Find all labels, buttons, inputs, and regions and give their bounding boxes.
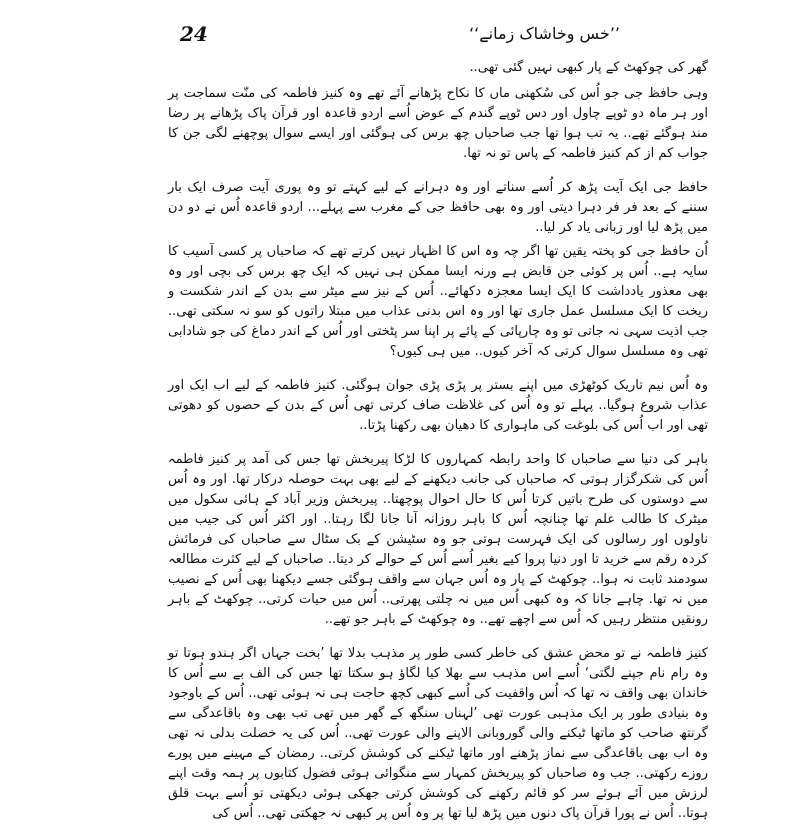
paragraph: وہی حافظ جی جو اُس کی سُکھنی ماں کا نکاح پڑھانے آئے تھے وہ کنیز فاطمہ کی منّت سماجت پر اور ہر ماہ دو ٹوپے چاول اور دس ٹوپے گندم کے عوض اُسے اردو قاعدہ اور قرآن پاک پڑھانے پر رضا مند ہوگئے تھے.. یہ تب ہوا تھا جب صاحباں چھ برس کی ہوگئی اور ایسے سوال پوچھنے لگی جن کا جواب کم از کم کنیز فاطمہ کے پاس تو نہ تھا.: [168, 86, 708, 161]
paragraph: گھر کی چوکھٹ کے پار کبھی نہیں گئی تھی..: [469, 60, 708, 75]
page-body: [168, 58, 708, 838]
paragraph: باہر کی دنیا سے صاحباں کا واحد رابطہ کمہاروں کا لڑکا پیربخش تھا جس کی آمد پر کنیز فاطمہ اُس کی شکرگزار ہوتی کہ صاحباں کی جانب دیکھنے کے لیے بھی بہت حوصلہ درکار تھا. اور وہ اُس سے دوستوں کی طرح باتیں کرتا اُس کا حال احوال پوچھتا.. پیربخش وزیر آباد کے ہائی سکول میں میٹرک کا طالب علم تھا چنانچہ اُس کا باہر روزانہ آنا جانا لگا رہتا.. اور اکثر اُس کی جیب میں ناولوں اور رسالوں کی ایک فہرست ہوتی جو وہ سٹیشن کے بک سٹال سے صاحباں کی فرمائش کردہ رقم سے خرید تا اور دنیا پروا کیے بغیر اُسے اُس کے حوالے کر دیتا.. صاحباں کے لیے کثرت مطالعہ سودمند ثابت نہ ہوا.. چوکھٹ کے پار وہ اُس جہان سے واقف ہوگئی جسے دیکھنا بھی اُس کے نصیب میں نہ تھا. چاہے جانا کہ وہ کبھی اُس میں نہ چلتی پھرتی.. اُس میں حیات کرتی.. چوکھٹ کے باہر رونقیں منتظر رہیں کہ اُس سے اچھے تھے.. وہ چوکھٹ کے باہر جو تھے..: [168, 452, 708, 627]
running-title: ’’خس وخاشاک زمانے‘‘: [469, 24, 620, 43]
page-number: 24: [180, 22, 208, 46]
paragraph: وہ اُس نیم تاریک کوٹھڑی میں اپنے بستر پر پڑی پڑی جوان ہوگئی. کنیز فاطمہ کے لیے اب ایک اور عذاب شروع ہوگیا.. پہلے تو وہ اُس کی غلاظت صاف کرتی تھی اُس کے بدن کے حصوں کو دھوتی تھی اور اب اُس کی بلوغت کی ماہواری کا دھیان بھی رکھنا پڑتا..: [168, 378, 708, 433]
page-header: [180, 18, 620, 50]
paragraph: کنیز فاطمہ نے تو محض عشق کی خاطر کسی طور پر مذہب بدلا تھا ’بخت جہاں اگر ہندو ہوتا تو وہ رام نام جپنے لگتی‘ اُسے اس مذہب سے بھلا کیا لگاؤ ہو سکتا تھا جس کی الف بے سے اُس کا خاندان بھی واقف نہ تھا کہ اُس واقفیت کی اُسے کبھی کچھ حاجت ہی نہ ہوئی تھی.. اُس کے باوجود وہ بنیادی طور پر ایک مذہبی عورت تھی ’لہناں سنگھ کے گھر میں تھی تب بھی وہ باقاعدگی سے گرنتھ صاحب کو ماتھا ٹیکنے والی گوروبانی الاپنے والی عورت تھی.. اُس کی یہ خصلت بدلی نہ تھی وہ اب بھی باقاعدگی سے نماز پڑھنے اور ماتھا ٹیکنے کی کوشش کرتی.. رمضان کے مہینے میں پورے روزے رکھتی.. جب وہ صاحباں کو پیربخش کمہار سے منگوائی ہوئی فضول کتابوں پر ہمہ وقت اپنے لرزش میں آئے ہوئے سر کو قائم رکھنے کی کوشش کرتی جھکی ہوئی دیکھتی تو اُسے بہت قلق ہوتا.. اُس نے پورا قرآن پاک دنوں میں پڑھ لیا تھا پر وہ اُس پر کبھی نہ جھکتی تھی.. اُس کی: [168, 646, 708, 821]
paragraph: اُن حافظ جی کو پختہ یقین تھا اگر چہ وہ اس کا اظہار نہیں کرتے تھے کہ صاحباں پر کسی آسیب کا سایہ ہے.. اُس پر کوئی جن قابض ہے ورنہ ایسا ممکن ہی نہیں کہ ایک چھ برس کی بچی اور وہ بھی معذور یادداشت کا ایک ایسا معجزہ دکھائے.. اُس کے نیز سے میٹر سے بدن کے اندر شکست و ریخت کا ایک مسلسل عمل جاری تھا اور وہ اس بدنی عذاب میں مبتلا راتوں کو سو نہ سکتی تھی.. جب اذیت سہی نہ جاتی تو وہ چارپائی کے پائے پر اپنا سر پٹختی اور اُس کے اندر دماغ کی جو شادابی تھی وہ مسلسل سوال کرتی کہ آخر کیوں.. میں ہی کیوں؟: [168, 244, 708, 359]
paragraph: حافظ جی ایک آیت پڑھ کر اُسے سناتے اور وہ دہرانے کے لیے کہتے تو وہ پوری آیت صرف ایک بار سننے کے بعد فر فر دہرا دیتی اور وہ بھی حافظ جی کے مغرب سے پہلے... اردو قاعدہ اُس نے دو دن میں پڑھ لیا اور زبانی یاد کر لیا..: [168, 180, 708, 235]
